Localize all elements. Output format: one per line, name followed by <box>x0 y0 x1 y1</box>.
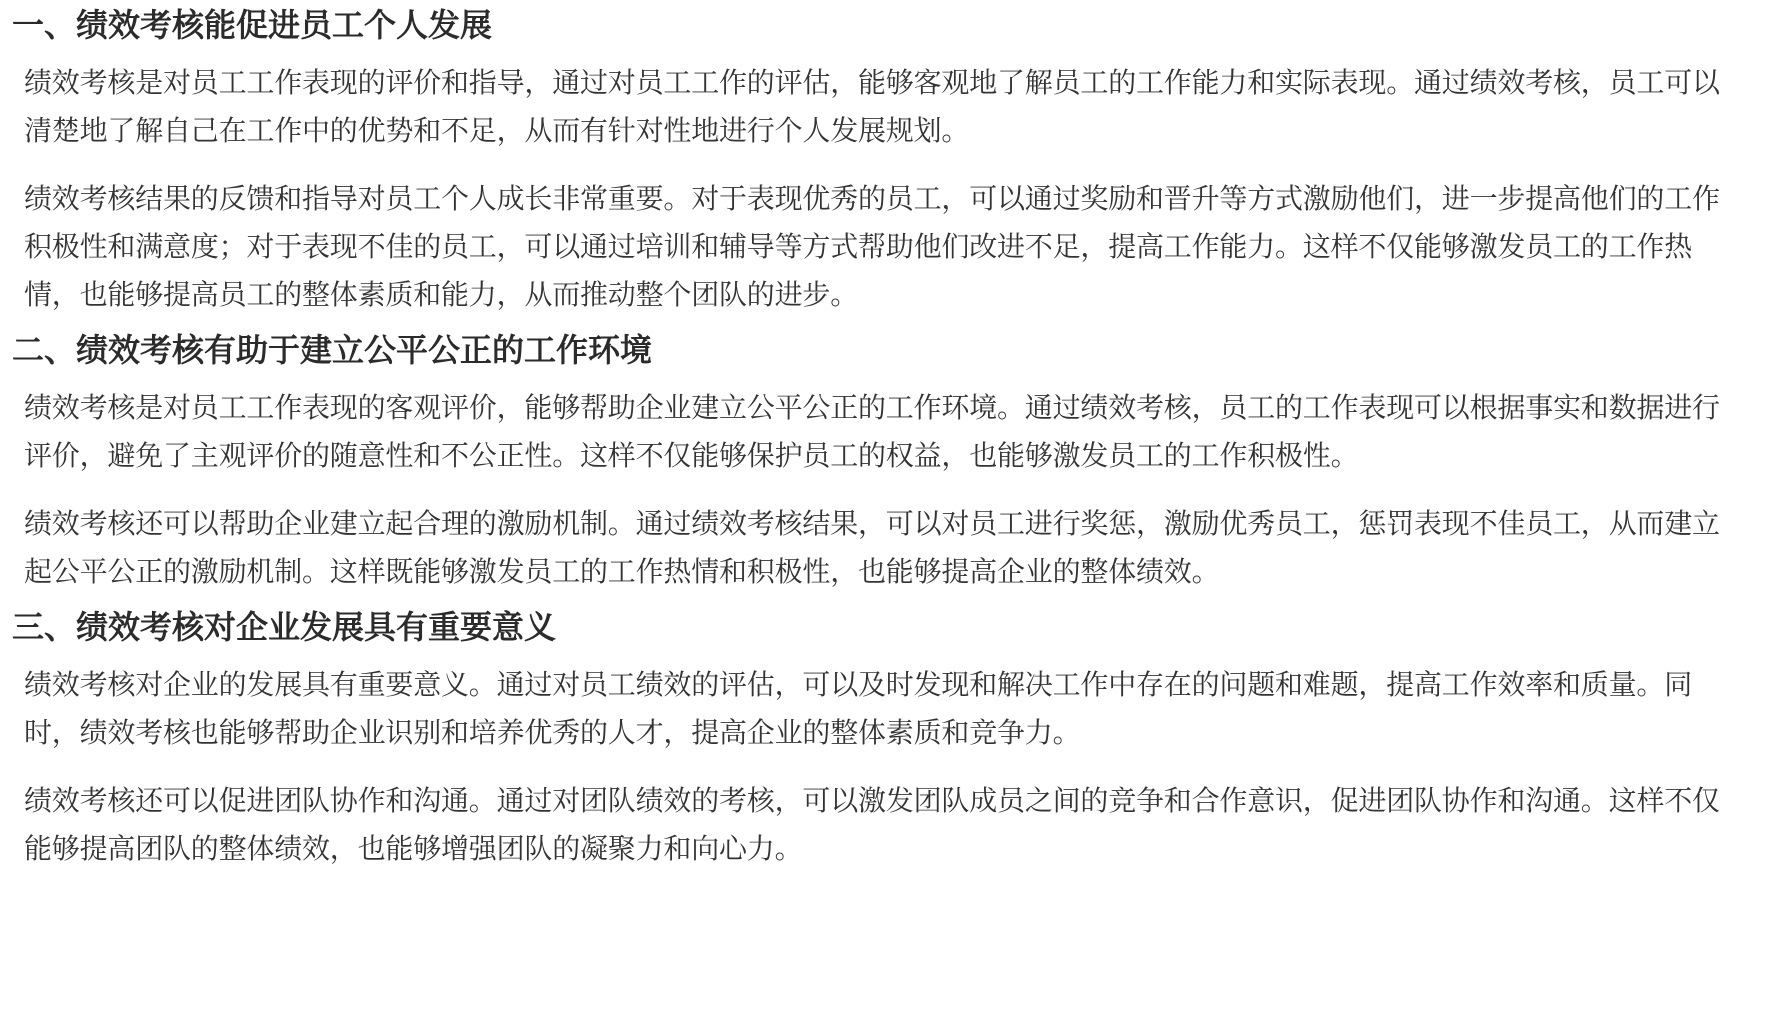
section-heading-2: 二、绩效考核有助于建立公平公正的工作环境 <box>12 331 653 369</box>
section-heading-1: 一、绩效考核能促进员工个人发展 <box>12 6 493 44</box>
section-heading-3: 三、绩效考核对企业发展具有重要意义 <box>12 608 557 646</box>
section-1-paragraph-2: 绩效考核结果的反馈和指导对员工个人成长非常重要。对于表现优秀的员工，可以通过奖励和晋升等方式激励他们，进一步提高他们的工作积极性和满意度；对于表现不佳的员工，可以通过培训和辅导等方式帮助他们改进不足，提高工作能力。这样不仅能够激发员工的工作热情，也能够提高员工的整体素质和能力，从而推动整个团队的进步。 <box>24 182 1720 311</box>
section-3-paragraph-2: 绩效考核还可以促进团队协作和沟通。通过对团队绩效的考核，可以激发团队成员之间的竞争和合作意识，促进团队协作和沟通。这样不仅能够提高团队的整体绩效，也能够增强团队的凝聚力和向心力。 <box>24 784 1720 865</box>
section-2-paragraph-1: 绩效考核是对员工工作表现的客观评价，能够帮助企业建立公平公正的工作环境。通过绩效考核，员工的工作表现可以根据事实和数据进行评价，避免了主观评价的随意性和不公正性。这样不仅能够保护员工的权益，也能够激发员工的工作积极性。 <box>24 391 1720 472</box>
section-3-paragraph-1: 绩效考核对企业的发展具有重要意义。通过对员工绩效的评估，可以及时发现和解决工作中存在的问题和难题，提高工作效率和质量。同时，绩效考核也能够帮助企业识别和培养优秀的人才，提高企业的整体素质和竞争力。 <box>24 668 1693 749</box>
section-1-paragraph-1: 绩效考核是对员工工作表现的评价和指导，通过对员工工作的评估，能够客观地了解员工的工作能力和实际表现。通过绩效考核，员工可以清楚地了解自己在工作中的优势和不足，从而有针对性地进行个人发展规划。 <box>24 66 1720 147</box>
section-2-paragraph-2: 绩效考核还可以帮助企业建立起合理的激励机制。通过绩效考核结果，可以对员工进行奖惩，激励优秀员工，惩罚表现不佳员工，从而建立起公平公正的激励机制。这样既能够激发员工的工作热情和积极性，也能够提高企业的整体绩效。 <box>24 507 1720 588</box>
